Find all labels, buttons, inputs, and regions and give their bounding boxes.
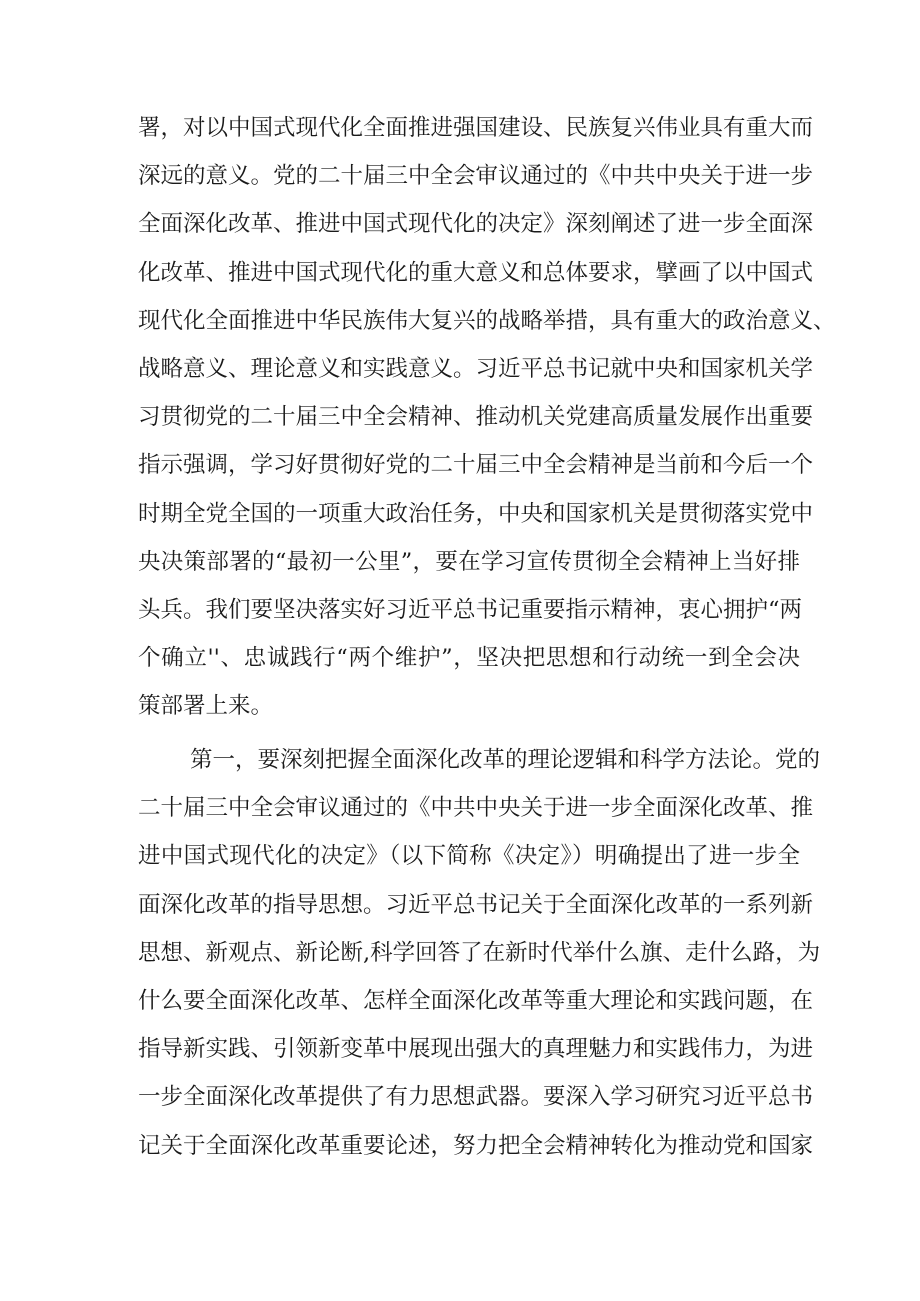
text-line: 进中国式现代化的决定》（以下简称《决定》）明确提出了进一步全: [138, 843, 800, 870]
text-line: 署，对以中国式现代化全面推进强国建设、民族复兴伟业具有重大而: [138, 115, 814, 141]
text-line: 时期全党全国的一项重大政治任务，中央和国家机关是贯彻落实党中: [138, 500, 814, 527]
paragraph-1: [138, 104, 836, 730]
text-line: 全面深化改革、推进中国式现代化的决定》深刻阐述了进一步全面深: [138, 211, 814, 238]
text-line: 央决策部署的“最初一公里”，要在学习宣传贯彻全会精神上当好排: [138, 548, 800, 575]
text-line: 深远的意义。党的二十届三中全会审议通过的《中共中央关于进一步: [138, 163, 814, 190]
text-line: 策部署上来。: [138, 693, 274, 720]
paragraph-2: [138, 736, 821, 1170]
text-line: 二十届三中全会审议通过的《中共中央关于进一步全面深化改革、推: [138, 795, 814, 822]
text-line: 化改革、推进中国式现代化的重大意义和总体要求，擘画了以中国式: [138, 259, 814, 286]
text-line: 习贯彻党的二十届三中全会精神、推动机关党建高质量发展作出重要: [138, 404, 814, 431]
text-line: 第一，要深刻把握全面深化改革的理论逻辑和科学方法论。党的: [190, 747, 821, 773]
text-line: 现代化全面推进中华民族伟大复兴的战略举措，具有重大的政治意义、: [138, 307, 836, 334]
text-line: 指示强调，学习好贯彻好党的二十届三中全会精神是当前和今后一个: [138, 452, 814, 479]
text-line: 头兵。我们要坚决落实好习近平总书记重要指示精神，衷心拥护“两: [138, 596, 803, 623]
text-line: 什么要全面深化改革、怎样全面深化改革等重大理论和实践问题，在: [138, 987, 814, 1014]
text-line: 面深化改革的指导思想。习近平总书记关于全面深化改革的一系列新: [138, 891, 814, 918]
text-line: 一步全面深化改革提供了有力思想武器。要深入学习研究习近平总书: [138, 1084, 814, 1111]
text-line: 指导新实践、引领新变革中展现出强大的真理魅力和实践伟力，为进: [138, 1036, 814, 1063]
text-line: 记关于全面深化改革重要论述，努力把全会精神转化为推动党和国家: [138, 1132, 814, 1159]
text-line: 战略意义、理论意义和实践意义。习近平总书记就中央和国家机关学: [138, 355, 814, 382]
text-line: 思想、新观点、新论断,科学回答了在新时代举什么旗、走什么路，为: [138, 939, 821, 966]
text-line: 个确立''、忠诚践行“两个维护”，坚决把思想和行动统一到全会决: [138, 645, 800, 672]
